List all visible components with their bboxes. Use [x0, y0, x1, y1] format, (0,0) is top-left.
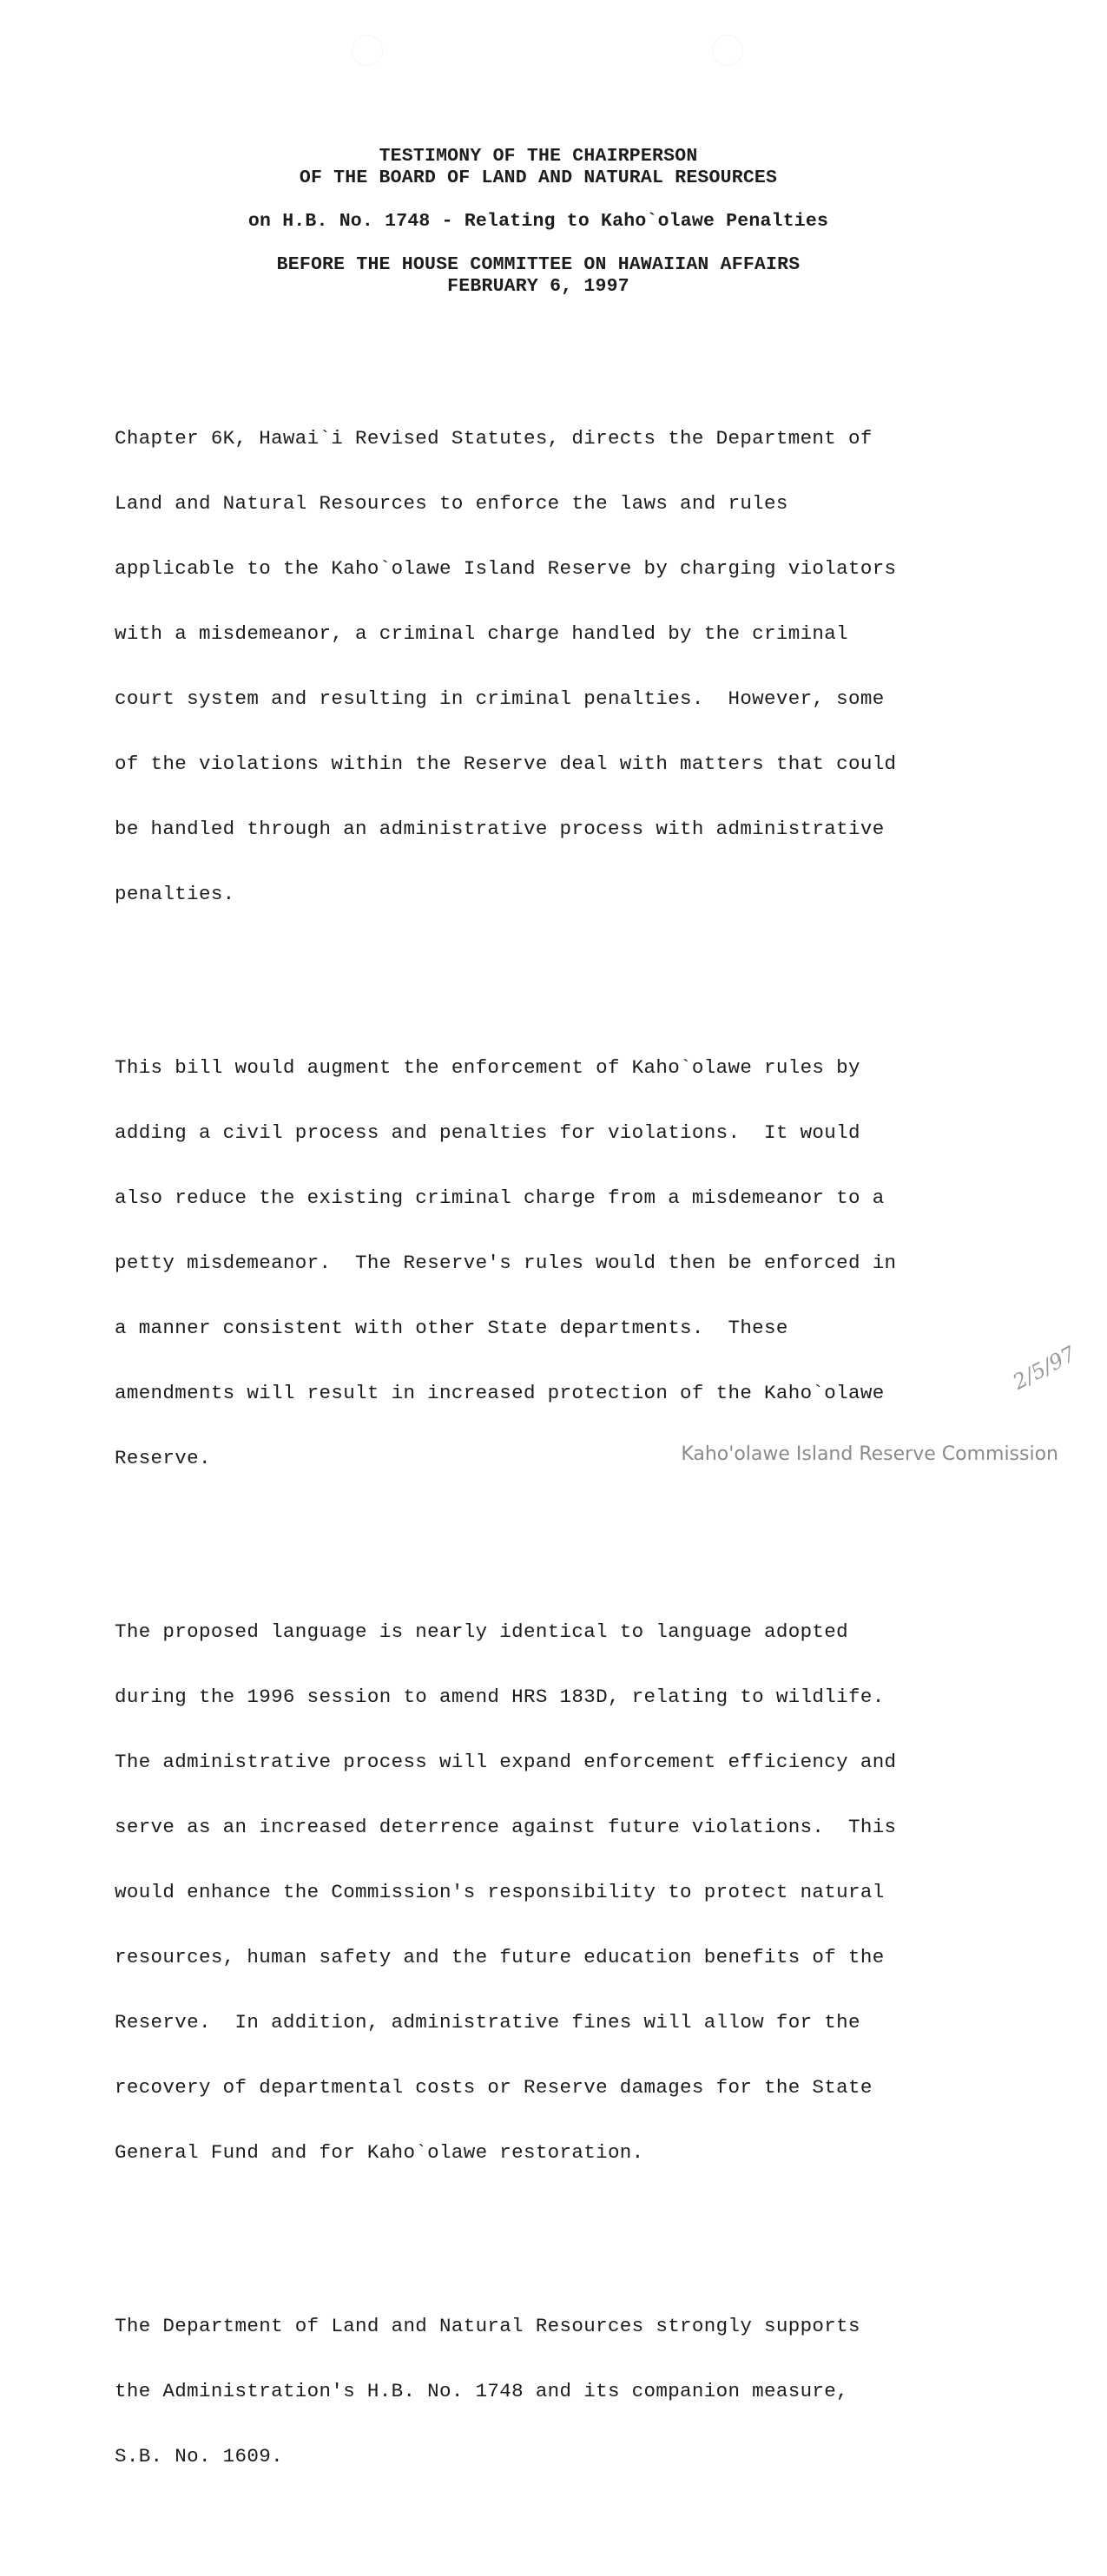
title-line-2: OF THE BOARD OF LAND AND NATURAL RESOURCES	[299, 168, 778, 188]
text-line: General Fund and for Kaho`olawe restoration.	[115, 2141, 644, 2164]
text-line: also reduce the existing criminal charge from a misdemeanor to a	[115, 1186, 885, 1209]
text-line: The proposed language is nearly identical to language adopted	[115, 1620, 848, 1643]
title-line-1: TESTIMONY OF THE CHAIRPERSON	[379, 146, 698, 167]
text-line: resources, human safety and the future education benefits of the	[115, 1946, 885, 1968]
paragraph-2	[115, 1014, 983, 1513]
handwritten-date: 2/5/97	[1009, 1341, 1080, 1395]
text-line: Reserve. In addition, administrative fines will allow for the	[115, 2011, 860, 2034]
text-line: be handled through an administrative process with administrative	[115, 818, 885, 840]
text-line: during the 1996 session to amend HRS 183D, relating to wildlife.	[115, 1686, 885, 1708]
text-line: amendments will result in increased protection of the Kaho`olawe	[115, 1382, 885, 1404]
punch-hole-mark	[712, 35, 743, 66]
archive-watermark-label: Kaho'olawe Island Reserve Commission	[681, 1443, 1058, 1465]
bill-heading	[0, 211, 1077, 233]
paragraph-4	[115, 2272, 983, 2511]
date-line: FEBRUARY 6, 1997	[447, 276, 629, 297]
text-line: This bill would augment the enforcement of Kaho`olawe rules by	[115, 1056, 860, 1079]
text-line: applicable to the Kaho`olawe Island Reserve by charging violators	[115, 557, 897, 580]
committee-line: BEFORE THE HOUSE COMMITTEE ON HAWAIIAN AFFAIRS	[276, 254, 801, 275]
text-line: penalties.	[115, 883, 235, 905]
text-line: Chapter 6K, Hawai`i Revised Statutes, directs the Department of	[115, 427, 873, 450]
paragraph-1	[115, 384, 983, 949]
text-line: serve as an increased deterrence against future violations. This	[115, 1816, 897, 1838]
text-line: adding a civil process and penalties for violations. It would	[115, 1121, 860, 1144]
text-line: The administrative process will expand enforcement efficiency and	[115, 1751, 897, 1773]
text-line: of the violations within the Reserve deal with matters that could	[115, 752, 897, 775]
text-line: The Department of Land and Natural Resources strongly supports	[115, 2315, 860, 2337]
text-line: with a misdemeanor, a criminal charge handled by the criminal	[115, 622, 848, 645]
text-line: court system and resulting in criminal penalties. However, some	[115, 687, 885, 710]
punch-hole-mark	[352, 35, 383, 66]
text-line: would enhance the Commission's responsibility to protect natural	[115, 1881, 885, 1903]
bill-line: on H.B. No. 1748 - Relating to Kaho`olawe Penalties	[247, 211, 829, 232]
text-line: Land and Natural Resources to enforce the laws and rules	[115, 492, 788, 515]
paragraph-3	[115, 1578, 983, 2207]
text-line: petty misdemeanor. The Reserve's rules would then be enforced in	[115, 1252, 897, 1274]
text-line: S.B. No. 1609.	[115, 2445, 283, 2468]
text-line: a manner consistent with other State departments. These	[115, 1317, 788, 1339]
document-title	[0, 146, 1077, 189]
text-line: Reserve.	[115, 1447, 211, 1469]
text-line: the Administration's H.B. No. 1748 and its companion measure,	[115, 2380, 848, 2402]
text-line: recovery of departmental costs or Reserve damages for the State	[115, 2076, 873, 2099]
committee-heading	[0, 254, 1077, 298]
